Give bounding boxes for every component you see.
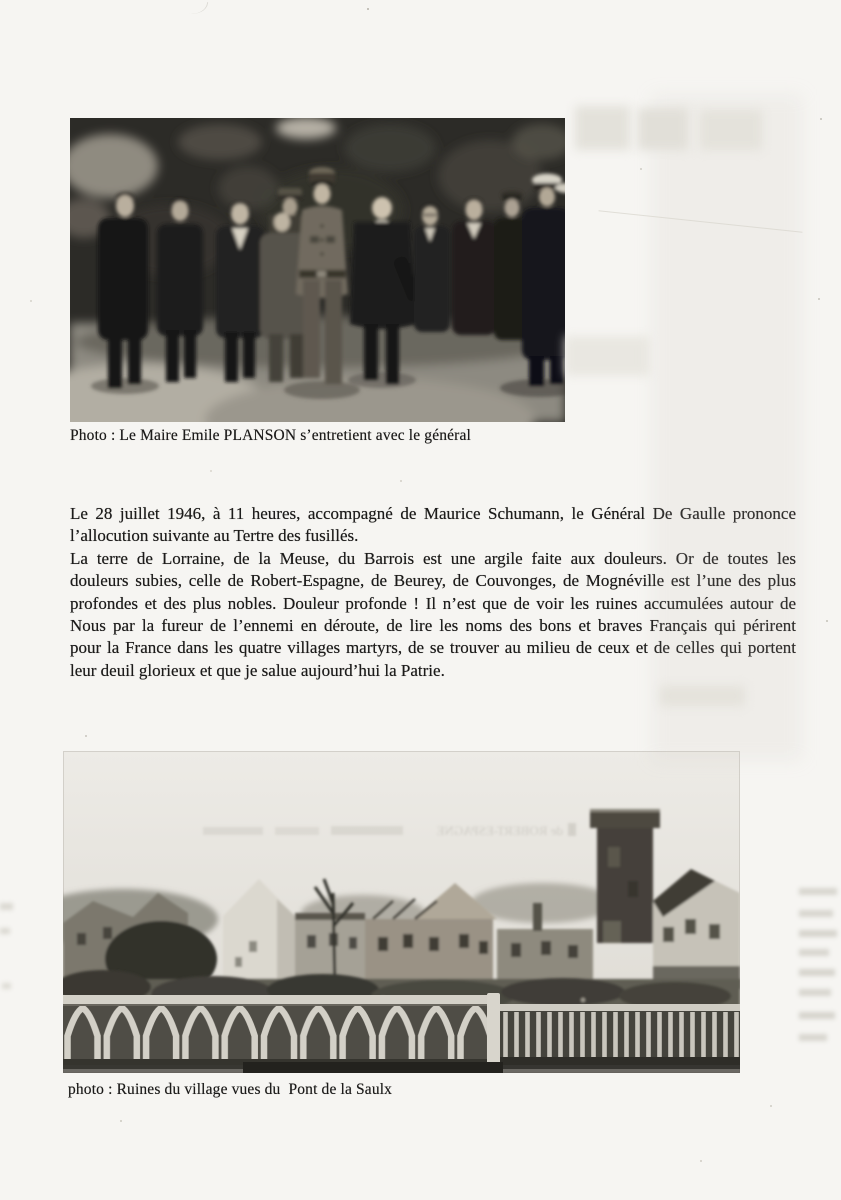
speech-line: La terre de Lorraine, de la Meuse, du Barrois est une argile faite aux douleurs. Or de toutes les [70, 548, 796, 568]
ghost-headline-blob [575, 106, 630, 150]
ghost-margin-line [799, 1012, 835, 1019]
speech-line: Le 28 juillet 1946, à 11 heures, accompagné de Maurice Schumann, le Général De Gaulle prononce [70, 504, 796, 523]
pencil-mark [187, 0, 209, 17]
photo-general-visit-image [70, 118, 565, 422]
speech-line: pour la France dans les quatre villages martyrs, de se trouver au milieu de ceux et de celles qui portent [70, 638, 796, 658]
ghost-margin-line [0, 903, 13, 910]
ghost-margin-line [799, 989, 831, 996]
photo2-caption: photo : Ruines du village vues du Pont de la Saulx [68, 1081, 393, 1098]
ghost-margin-line [799, 1034, 827, 1041]
speech-line: profondes et des plus nobles. Douleur profonde ! Il n’est que de voir les ruines accumulées autour de [70, 593, 796, 613]
speech-line: douleurs subies, celle de Robert-Espagne, de Beurey, de Couvonges, de Mognéville est l’une des plus [70, 571, 796, 591]
photo-general-visit [70, 118, 565, 422]
ghost-bleedthrough-blob [565, 336, 650, 376]
ghost-margin-line [799, 930, 837, 937]
paper-speckles [0, 0, 2, 2]
ghost-margin-line [2, 983, 11, 989]
speech-line: l’allocution suivante au Tertre des fusillés. [70, 526, 359, 546]
speech-line: Nous par la fureur de l’ennemi en déroute, de lire les noms des bons et braves Français qui périrent [70, 616, 796, 636]
ghost-margin-line [799, 910, 833, 917]
bridge-railing [63, 993, 740, 1073]
speech-line: leur deuil glorieux et que je salue aujourd’hui la Patrie. [70, 660, 445, 680]
ghost-mirrored-text: de ROBERT-ESPAGNE [436, 823, 563, 838]
ghost-margin-line [799, 888, 837, 895]
scan-shading-band [652, 95, 802, 760]
ghost-margin-line [0, 928, 10, 934]
ghost-margin-line [799, 969, 835, 976]
photo-village-ruins [63, 751, 740, 1073]
photo1-caption: Photo : Le Maire Emile PLANSON s’entretient avec le général [70, 427, 471, 444]
photo-village-ruins-image [63, 751, 740, 1073]
ghost-margin-line [799, 949, 829, 956]
